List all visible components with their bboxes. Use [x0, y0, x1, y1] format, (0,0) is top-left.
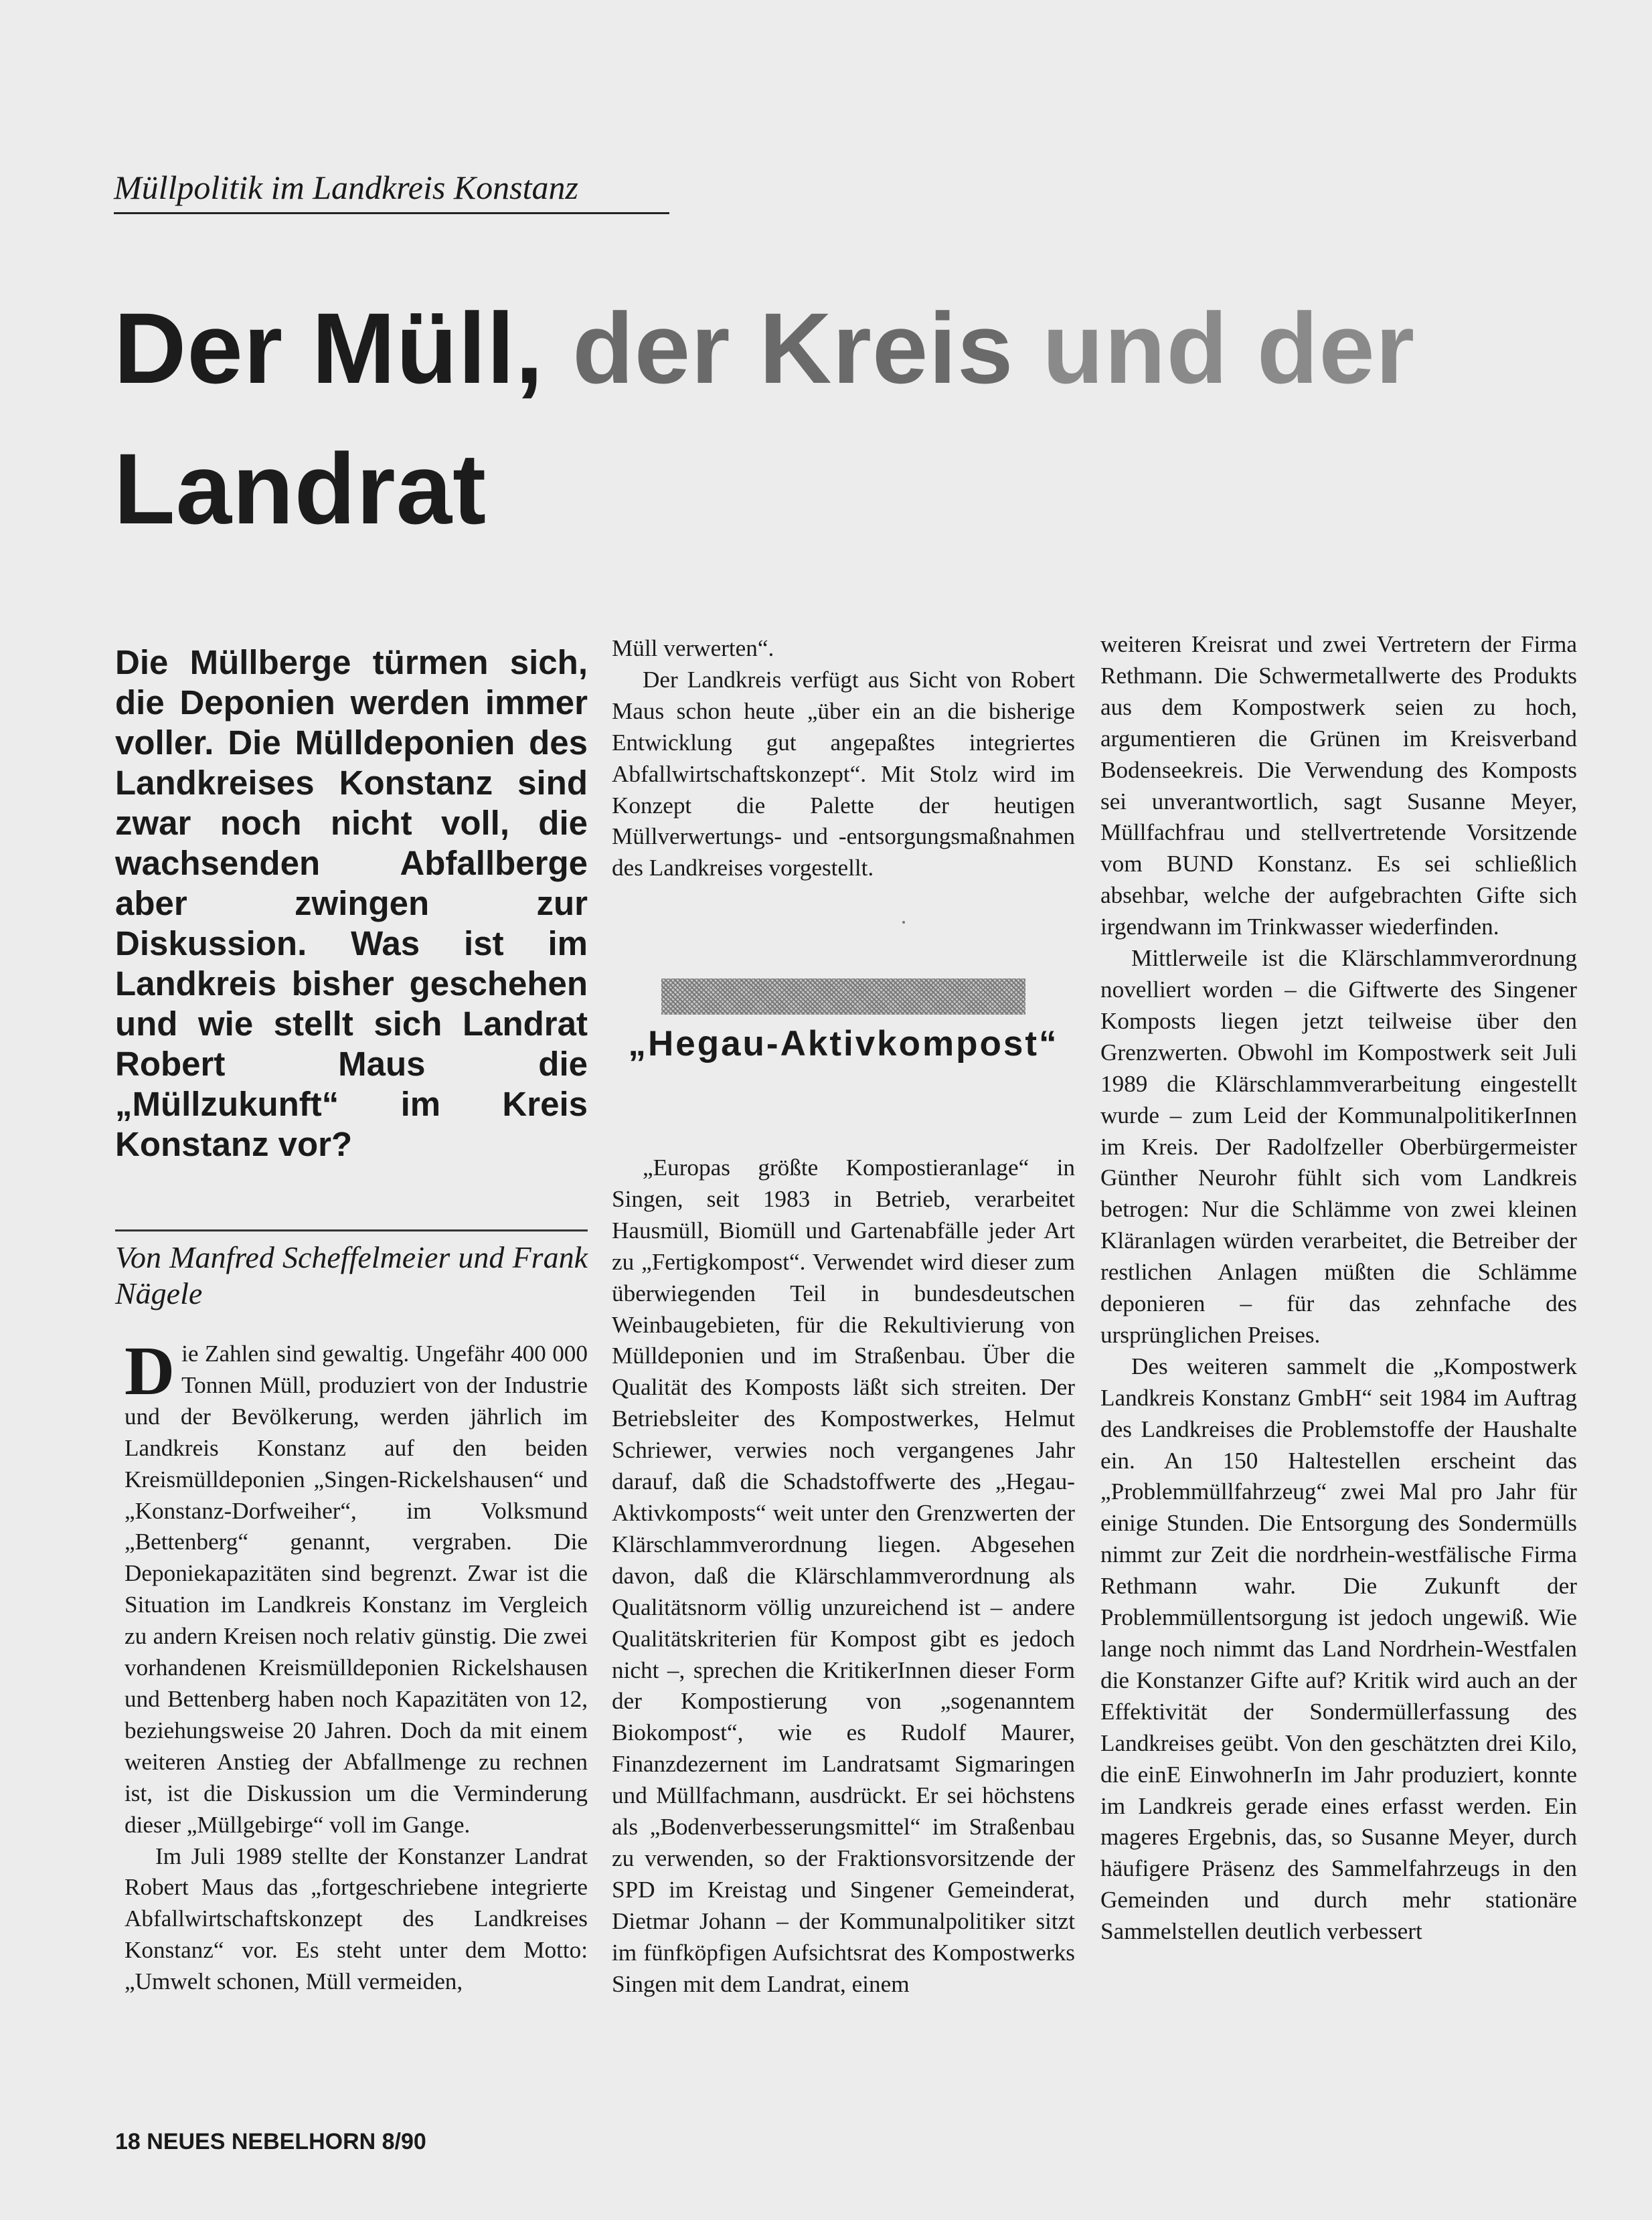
col2-paragraph-1: Müll verwerten“.: [612, 635, 774, 661]
col1-paragraph-1-text: ie Zahlen sind gewaltig. Ungefähr 400 000 Tonnen Müll, produziert von der Industrie und der Bevölkerung, werden jährlich im Landkreis Konstanz auf den beiden Kreismülldeponien „Singen-Rickelshausen“ und „Konstanz-Dorfweiher“, im Volksmund „Bettenberg“ genannt, vergraben. Die Deponiekapazitäten sind begrenzt. Zwar ist die Situation im Landkreis Konstanz im Vergleich zu andern Kreisen noch relativ günstig. Die zwei vorhandenen Kreismülldeponien Rickelshausen und Bettenberg haben noch Kapazitäten von 12, beziehungsweise 20 Jahren. Doch da mit einem weiteren Anstieg der Abfallmenge zu rechnen ist, ist die Diskussion um die Verminderung dieser „Müllgebirge“ voll im Gange.: [125, 1341, 588, 1838]
col1-paragraph-2: Im Juli 1989 stellte der Konstanzer Landrat Robert Maus das „fortgeschriebene integrierte Abfallwirtschaftskonzept des Landkreises Konstanz“ vor. Es steht unter dem Motto: „Umwelt schonen, Müll vermeiden,: [125, 1843, 588, 1995]
col3-paragraph-3: Des weiteren sammelt die „Kompostwerk Landkreis Konstanz GmbH“ seit 1984 im Auftrag des Landkreises die Problemstoffe der Haushalte ein. An 150 Haltestellen erscheint das „Problemmüllfahrzeug“ zwei Mal pro Jahr für einige Stunden. Die Entsorgung des Sondermülls nimmt zur Zeit die nordrhein-westfälische Firma Rethmann wahr. Die Zukunft der Problemmüllentsorgung ist jedoch ungewiß. Wie lange noch nimmt das Land Nordrhein-Westfalen die Konstanzer Gifte auf? Kritik wird auch an der Effektivität der Sondermüllerfassung des Landkreises geübt. Von den geschätzten drei Kilo, die einE EinwohnerIn im Jahr produziert, konnte im Landkreis gerade eines erfasst werden. Ein mageres Ergebnis, das, so Susanne Meyer, durch häufigere Präsenz des Sammelfahrzeugs in den Gemeinden und durch mehr stationäre Sammelstellen deutlich verbessert: [1100, 1353, 1577, 1945]
drop-cap: D: [125, 1333, 175, 1410]
article-headline: [114, 264, 1600, 572]
lead-paragraph: Die Müllberge türmen sich, die Deponien werden immer voller. Die Mülldeponien des Landkreises Konstanz sind zwar noch nicht voll, die wachsenden Abfallberge aber zwingen zur Diskussion. Was ist im Landkreis bisher geschehen und wie stellt sich Landrat Robert Maus die „Müllzukunft“ im Kreis Konstanz vor?: [115, 643, 588, 1163]
col1-paragraph-1: [125, 1333, 588, 1841]
col3-paragraph-2: Mittlerweile ist die Klärschlammverordnung novelliert worden – die Giftwerte des Singener Komposts liegen jetzt teilweise über den Grenzwerten. Obwohl im Kompostwerk seit Juli 1989 die Klärschlammverarbeitung eingestellt wurde – zum Leid der KommunalpolitikerInnen im Kreis. Der Radolfzeller Oberbürgermeister Günther Neurohr fühlt sich vom Landkreis betrogen: Nur die Schlämme von zwei kleinen Kläranlagen würden verarbeitet, die Betreiber der restlichen Anlagen müßten die Schlämme deponieren – für das zehnfache des ursprünglichen Preises.: [1100, 945, 1577, 1348]
subhead-shaded-bar: [661, 978, 1025, 1015]
page-footer: 18 NEUES NEBELHORN 8/90: [115, 2129, 426, 2154]
column-2-top: [612, 633, 1075, 884]
headline-part-1: Der Müll,: [114, 292, 544, 404]
headline-part-2: der: [572, 292, 731, 404]
section-kicker: Müllpolitik im Landkreis Konstanz: [114, 164, 669, 214]
headline-part-4: und der: [1042, 292, 1416, 404]
print-speck: [902, 921, 905, 924]
byline-divider: [115, 1229, 588, 1231]
headline-part-3: Kreis: [759, 292, 1014, 404]
byline: Von Manfred Scheffelmeier und Frank Nägele: [115, 1240, 588, 1310]
col2-paragraph-2: Der Landkreis verfügt aus Sicht von Robert Maus schon heute „über ein an die bisherige Entwicklung gut angepaßtes integriertes Abfallwirtschaftskonzept“. Mit Stolz wird im Konzept die Palette der heutigen Müllverwertungs- und -entsorgungsmaßnahmen des Landkreises vorgestellt.: [612, 666, 1075, 881]
column-1: [125, 1333, 588, 1998]
column-3: [1100, 629, 1577, 1948]
headline-line-2: Landrat: [114, 432, 487, 545]
col3-paragraph-1: weiteren Kreisrat und zwei Vertretern der Firma Rethmann. Die Schwermetallwerte des Produkts aus dem Kompostwerk seien zu hoch, argumentieren die Grünen im Kreisverband Bodenseekreis. Die Verwendung des Komposts sei unverantwortlich, sagt Susanne Meyer, Müllfachfrau und stellvertretende Vorsitzende vom BUND Konstanz. Es sei schließlich absehbar, welche der aufgebrachten Gifte sich irgendwann im Trinkwasser wiederfinden.: [1100, 631, 1577, 940]
subheading: „Hegau-Aktivkompost“: [628, 1024, 1059, 1063]
col2-paragraph-3: „Europas größte Kompostieranlage“ in Singen, seit 1983 in Betrieb, verarbeitet Hausmüll, Biomüll und Gartenabfälle jeder Art zu „Fertigkompost“. Verwendet wird dieser zum überwiegenden Teil in bundesdeutschen Weinbaugebieten, für die Rekultivierung von Mülldeponien und im Straßenbau. Über die Qualität des Komposts läßt sich streiten. Der Betriebsleiter des Kompostwerkes, Helmut Schriewer, verwies noch vergangenes Jahr darauf, daß die Schadstoffwerte des „Hegau-Aktivkomposts“ weit unter den Grenzwerten der Klärschlammverordnung liegen. Abgesehen davon, daß die Klärschlammverordnung als Qualitätsnorm völlig unzureichend ist – andere Qualitätskriterien für Kompost gibt es jedoch nicht –, sprechen die KritikerInnen dieser Form der Kompostierung von „sogenanntem Biokompost“, wie es Rudolf Maurer, Finanzdezernent im Landratsamt Sigmaringen und Müllfachmann, ausdrückt. Er sei höchstens als „Bodenverbesserungsmittel“ im Straßenbau zu verwenden, so der Fraktionsvorsitzende der SPD im Kreistag und Singener Gemeinderat, Dietmar Johann – der Kommunalpolitiker sitzt im fünfköpfigen Aufsichtsrat des Kompostwerks Singen mit dem Landrat, einem: [612, 1155, 1075, 1997]
column-2-bottom: [612, 1152, 1075, 2000]
